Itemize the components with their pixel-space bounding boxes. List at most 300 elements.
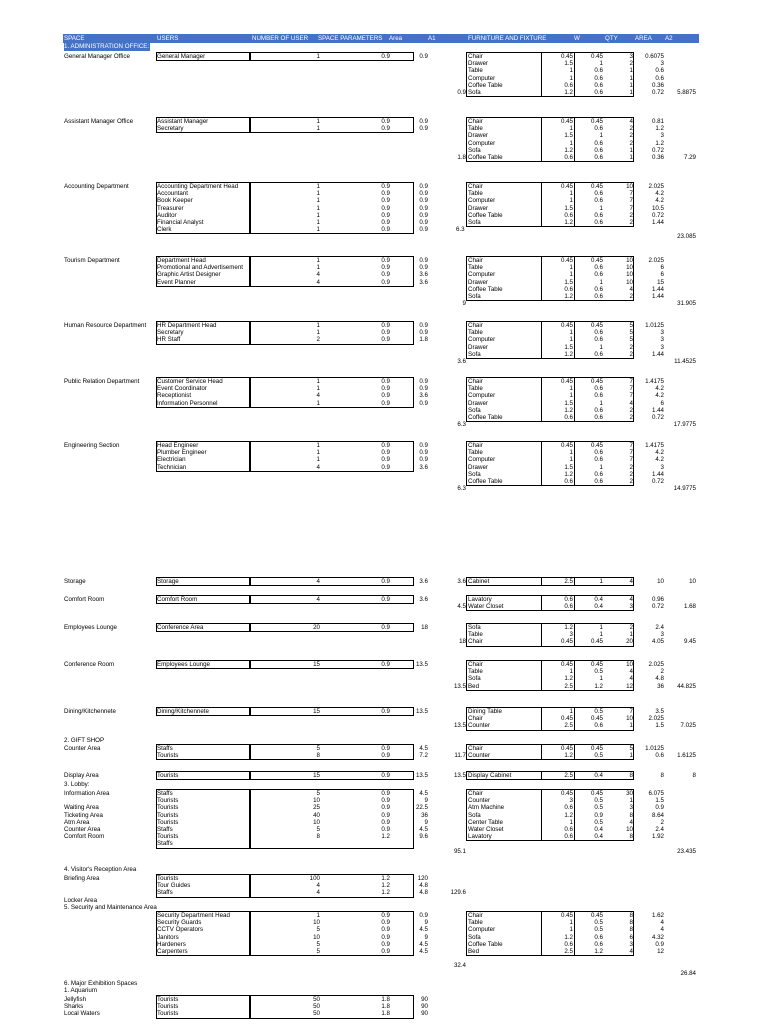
user-name: Assistant Manager [157, 118, 209, 125]
length-value: 0.6 [594, 336, 603, 344]
user-name: HR Department Head [157, 322, 217, 329]
user-count: 1 [316, 125, 320, 133]
length-value: 0.6 [594, 933, 603, 941]
quantity-value: 10 [626, 826, 633, 833]
furniture-area: 6.075 [648, 790, 664, 797]
user-count: 4 [316, 882, 320, 890]
user-count: 10 [313, 919, 320, 927]
length-value: 1 [599, 624, 603, 631]
a2-total: 1.68 [683, 603, 696, 611]
furniture-item: Table [468, 67, 483, 75]
space-name: Conference Room [64, 661, 115, 668]
quantity-value: 12 [626, 682, 633, 690]
quantity-value: 1 [629, 89, 633, 96]
values-box [250, 577, 414, 586]
user-name: Staffs [157, 745, 173, 752]
space-parameter: 1.2 [381, 882, 390, 890]
furniture-item: Drawer [468, 463, 488, 471]
space-parameter: 0.9 [381, 745, 390, 752]
quantity-value: 4 [629, 578, 633, 585]
furniture-item: Table [468, 329, 483, 337]
user-count: 4 [316, 578, 320, 585]
dimensions-box [541, 771, 634, 780]
space-parameter: 0.9 [381, 790, 390, 797]
width-value: 1 [569, 139, 573, 147]
user-count: 4 [316, 463, 320, 471]
furniture-item: Coffee Table [468, 285, 503, 293]
space-parameter: 0.9 [381, 442, 390, 449]
width-value: 0.45 [560, 661, 573, 668]
user-count: 1 [316, 449, 320, 457]
length-value: 0.4 [594, 772, 603, 779]
area-value: 0.9 [419, 378, 428, 385]
a2-total: 14.9775 [673, 485, 696, 493]
width-value: 0.45 [560, 745, 573, 752]
length-value: 1 [599, 675, 603, 683]
user-count: 5 [316, 790, 320, 797]
space-name: Ticketing Area [64, 811, 103, 819]
user-name: Storage [157, 578, 179, 585]
user-name: Comfort Room [157, 596, 198, 603]
a1-total: 11.7 [454, 752, 466, 760]
furniture-item: Chair [468, 912, 483, 919]
user-name: Book Keeper [157, 197, 193, 205]
width-value: 2.5 [564, 772, 573, 779]
width-value: 0.6 [564, 804, 573, 812]
space-parameter: 0.9 [381, 456, 390, 464]
furniture-item: Coffee Table [468, 414, 503, 421]
user-name: Security Department Head [157, 912, 230, 919]
space-parameter: 0.9 [381, 183, 390, 190]
user-count: 4 [316, 889, 320, 897]
user-name: Financial Analyst [157, 219, 204, 226]
quantity-value: 2 [629, 211, 633, 219]
furniture-area: 2.025 [648, 715, 664, 723]
length-value: 0.5 [594, 797, 603, 805]
space-name: Public Relation Department [64, 378, 140, 385]
quantity-value: 4 [629, 948, 633, 955]
width-value: 1 [569, 392, 573, 400]
space-parameter: 0.9 [381, 329, 390, 337]
length-value: 0.5 [594, 752, 603, 760]
width-value: 1 [569, 708, 573, 715]
space-parameter: 0.9 [381, 197, 390, 205]
values-box [250, 52, 414, 61]
area-value: 3.6 [419, 463, 428, 471]
a2-total: 23.085 [677, 233, 696, 241]
length-value: 0.4 [594, 833, 603, 841]
width-value: 0.45 [560, 53, 573, 60]
furniture-item: Chair [468, 322, 483, 329]
area-value: 4.5 [419, 948, 428, 955]
furniture-area: 1.44 [651, 350, 664, 358]
space-name: Counter Area [64, 826, 101, 833]
width-value: 3 [569, 797, 573, 805]
furniture-item: Computer [468, 139, 496, 147]
length-value: 0.9 [594, 811, 603, 819]
users-box [156, 707, 250, 716]
furniture-item: Bed [468, 682, 480, 690]
user-count: 1 [316, 204, 320, 212]
furniture-item: Chair [468, 183, 483, 190]
furniture-area: 1.44 [651, 293, 664, 300]
area-value: 3.6 [419, 392, 428, 400]
quantity-value: 30 [626, 790, 633, 797]
furniture-area: 2 [660, 818, 664, 826]
user-count: 1 [316, 226, 320, 234]
user-count: 4 [316, 271, 320, 279]
quantity-value: 2 [629, 470, 633, 478]
column-header: USERS [157, 35, 179, 42]
furniture-area: 6 [660, 264, 664, 272]
width-value: 1.5 [564, 399, 573, 407]
user-name: Event Planner [157, 278, 196, 286]
user-count: 50 [313, 1010, 320, 1018]
values-box [250, 874, 414, 898]
width-value: 0.6 [564, 285, 573, 293]
length-value: 0.4 [594, 826, 603, 833]
width-value: 1.2 [564, 406, 573, 414]
user-name: Security Guards [157, 919, 202, 927]
width-value: 0.45 [560, 638, 573, 646]
values-box [250, 595, 414, 604]
quantity-value: 5 [629, 336, 633, 344]
space-parameter: 0.9 [381, 257, 390, 264]
values-box [250, 707, 414, 716]
furniture-item: Sofa [468, 146, 481, 154]
quantity-value: 2 [629, 293, 633, 300]
quantity-value: 1 [629, 631, 633, 639]
width-value: 0.45 [560, 442, 573, 449]
area-value: 0.9 [419, 442, 428, 449]
space-parameter: 1.8 [381, 1003, 390, 1011]
area-value: 0.9 [419, 912, 428, 919]
length-value: 0.6 [594, 81, 603, 89]
length-value: 0.6 [594, 385, 603, 393]
quantity-value: 8 [629, 926, 633, 934]
quantity-value: 7 [629, 378, 633, 385]
furniture-area: 0.72 [651, 478, 664, 485]
length-value: 0.6 [594, 67, 603, 75]
quantity-value: 7 [629, 449, 633, 457]
length-value: 0.5 [594, 919, 603, 927]
area-value: 4.5 [419, 790, 428, 797]
a1-total: 1.8 [457, 154, 466, 161]
length-value: 0.5 [594, 708, 603, 715]
width-value: 1 [569, 197, 573, 205]
area-value: 36 [421, 811, 428, 819]
quantity-value: 7 [629, 442, 633, 449]
furniture-item: Coffee Table [468, 940, 503, 948]
area-value: 0.9 [419, 399, 428, 407]
space-parameter: 0.9 [381, 399, 390, 407]
furniture-item: Sofa [468, 406, 481, 414]
furniture-item: Table [468, 631, 483, 639]
length-value: 1 [599, 278, 603, 286]
width-value: 0.6 [564, 211, 573, 219]
width-value: 1.5 [564, 60, 573, 68]
furniture-area: 15 [657, 278, 664, 286]
furniture-area: 0.72 [651, 603, 664, 611]
length-value: 0.6 [594, 219, 603, 226]
quantity-value: 7 [629, 204, 633, 212]
users-box [156, 995, 250, 1019]
column-header: W [574, 35, 580, 42]
user-name: Graphic Artist Designer [157, 271, 221, 279]
width-value: 1.2 [564, 624, 573, 631]
furniture-area: 0.81 [651, 118, 664, 125]
furniture-area: 1.2 [655, 139, 664, 147]
space-parameter: 0.9 [381, 624, 390, 631]
area-value: 3.6 [419, 596, 428, 603]
furniture-item: Drawer [468, 278, 488, 286]
values-box [250, 182, 414, 234]
user-count: 1 [316, 257, 320, 264]
area-value: 0.9 [419, 226, 428, 234]
area-value: 9 [424, 919, 428, 927]
user-count: 2 [316, 336, 320, 344]
area-value: 13.5 [415, 772, 428, 779]
furniture-area: 3 [660, 343, 664, 351]
users-box [156, 182, 250, 234]
section-label: 1. Aquarium [64, 987, 98, 995]
furniture-item: Display Cabinet [468, 772, 512, 779]
furniture-area: 0.9 [655, 940, 664, 948]
length-value: 0.5 [594, 668, 603, 676]
furniture-area: 1.62 [651, 912, 664, 919]
user-name: Tourists [157, 833, 179, 841]
a2-total: 7.29 [683, 154, 696, 161]
length-value: 1 [599, 631, 603, 639]
furniture-area: 4 [660, 926, 664, 934]
a1-total: 3.6 [457, 358, 466, 365]
a2-total: 17.9775 [673, 421, 696, 429]
length-value: 0.6 [594, 478, 603, 485]
quantity-value: 4 [629, 675, 633, 683]
furniture-area: 4.05 [651, 638, 664, 646]
area-value: 0.9 [419, 53, 428, 60]
furniture-area: 2.4 [655, 826, 664, 833]
furniture-area: 3 [660, 463, 664, 471]
area-value: 13.5 [415, 708, 428, 715]
area-value: 0.9 [419, 190, 428, 198]
furniture-area: 1.0125 [645, 745, 664, 752]
user-count: 1 [316, 190, 320, 198]
user-count: 40 [313, 811, 320, 819]
length-value: 0.6 [594, 940, 603, 948]
furniture-item: Computer [468, 392, 496, 400]
values-box [250, 117, 414, 133]
furniture-area: 0.72 [651, 211, 664, 219]
furniture-item: Sofa [468, 470, 481, 478]
furniture-area: 3 [660, 60, 664, 68]
length-value: 0.6 [594, 125, 603, 133]
values-box [250, 911, 414, 956]
user-name: Staffs [157, 790, 173, 797]
user-count: 10 [313, 818, 320, 826]
a2-total: 26.84 [680, 969, 696, 977]
a2-total: 9.45 [683, 638, 696, 646]
quantity-value: 3 [629, 53, 633, 60]
quantity-value: 7 [629, 456, 633, 464]
furniture-area: 0.72 [651, 89, 664, 96]
space-name: Accounting Department [64, 183, 129, 190]
quantity-value: 8 [629, 833, 633, 841]
width-value: 1.2 [564, 89, 573, 96]
area-value: 4.8 [419, 889, 428, 897]
space-name: Comfort Room [64, 833, 105, 841]
area-value: 4.5 [419, 926, 428, 934]
furniture-area: 0.72 [651, 146, 664, 154]
space-name: Dining/Kitchennete [64, 708, 116, 715]
column-header: A1 [428, 35, 436, 42]
length-value: 0.6 [594, 722, 603, 730]
furniture-item: Coffee Table [468, 211, 503, 219]
length-value: 0.4 [594, 603, 603, 611]
furniture-area: 10 [657, 578, 664, 585]
space-parameter: 0.9 [381, 219, 390, 226]
space-parameter: 0.9 [381, 118, 390, 125]
quantity-value: 7 [629, 197, 633, 205]
width-value: 1 [569, 449, 573, 457]
quantity-value: 2 [629, 343, 633, 351]
quantity-value: 7 [629, 392, 633, 400]
length-value: 0.6 [594, 211, 603, 219]
space-name: Counter Area [64, 745, 101, 752]
users-box [156, 321, 250, 345]
column-header: AREA [635, 35, 652, 42]
a1-total: 13.5 [453, 772, 466, 779]
area-value: 0.9 [419, 183, 428, 190]
area-value: 3.6 [419, 271, 428, 279]
user-name: Tourists [157, 752, 179, 760]
quantity-value: 1 [629, 81, 633, 89]
values-box [250, 771, 414, 780]
furniture-area: 0.6 [655, 67, 664, 75]
quantity-value: 2 [629, 60, 633, 68]
width-value: 1.5 [564, 204, 573, 212]
quantity-value: 3 [629, 804, 633, 812]
space-name: Storage [64, 578, 86, 585]
user-count: 4 [316, 278, 320, 286]
furniture-item: Chair [468, 790, 483, 797]
width-value: 1.5 [564, 132, 573, 140]
section-label: 4. Visitor's Reception Area [64, 866, 137, 873]
area-value: 0.9 [419, 219, 428, 226]
width-value: 1.2 [564, 219, 573, 226]
user-count: 1 [316, 385, 320, 393]
width-value: 0.6 [564, 81, 573, 89]
width-value: 2.5 [564, 578, 573, 585]
dimensions-box [541, 660, 634, 691]
length-value: 0.45 [590, 322, 603, 329]
furniture-area: 2.4 [655, 624, 664, 631]
length-value: 0.4 [594, 596, 603, 603]
a2-total: 11.4525 [674, 358, 696, 365]
area-value: 0.9 [419, 204, 428, 212]
width-value: 1 [569, 125, 573, 133]
quantity-value: 20 [626, 638, 633, 646]
width-value: 1.5 [564, 343, 573, 351]
a2-total: 7.025 [680, 722, 696, 730]
space-parameter: 0.9 [381, 912, 390, 919]
column-header: Area [389, 35, 403, 42]
a2-total: 8 [692, 772, 696, 779]
width-value: 1 [569, 74, 573, 82]
area-value: 18 [421, 624, 428, 631]
furniture-item: Sofa [468, 219, 481, 226]
user-count: 5 [316, 826, 320, 833]
user-name: Staffs [157, 840, 173, 848]
width-value: 1.5 [564, 463, 573, 471]
users-box [156, 595, 250, 604]
furniture-area: 1.2 [655, 125, 664, 133]
space-name: Waiting Area [64, 804, 99, 812]
width-value: 0.45 [560, 322, 573, 329]
user-name: Secretary [157, 329, 184, 337]
width-value: 0.6 [564, 414, 573, 421]
section-label: 6. Major Exhibition Spaces [64, 980, 138, 987]
quantity-value: 2 [629, 139, 633, 147]
quantity-value: 4 [629, 285, 633, 293]
column-header: A2 [665, 35, 673, 42]
area-value: 9.6 [419, 833, 428, 841]
user-count: 1 [316, 183, 320, 190]
length-value: 1 [599, 132, 603, 140]
furniture-area: 8.64 [651, 811, 664, 819]
length-value: 0.6 [594, 190, 603, 198]
dimensions-box [541, 52, 634, 97]
furniture-area: 10.5 [651, 204, 664, 212]
a1-total: 18 [459, 638, 466, 646]
space-parameter: 0.9 [381, 811, 390, 819]
furniture-item: Counter [468, 752, 491, 760]
user-count: 50 [313, 1003, 320, 1011]
user-name: Tourists [157, 875, 179, 882]
quantity-value: 10 [626, 715, 633, 723]
user-name: Auditor [157, 211, 177, 219]
width-value: 1.2 [564, 293, 573, 300]
furniture-area: 4.2 [655, 190, 664, 198]
width-value: 2.5 [564, 722, 573, 730]
area-value: 9 [424, 818, 428, 826]
dimensions-box [541, 441, 634, 486]
user-name: Carpenters [157, 948, 188, 955]
column-header: FURNITURE AND FIXTURE [468, 35, 547, 42]
width-value: 0.6 [564, 826, 573, 833]
space-parameter: 0.9 [381, 463, 390, 471]
width-value: 1 [569, 668, 573, 676]
a1-total: 129.6 [450, 889, 466, 897]
values-box [250, 623, 414, 632]
users-box [156, 744, 250, 760]
dimensions-box [541, 789, 634, 841]
quantity-value: 6 [629, 933, 633, 941]
user-count: 1 [316, 329, 320, 337]
space-name: Employees Lounge [64, 624, 117, 631]
width-value: 0.6 [564, 940, 573, 948]
space-name: General Manager Office [64, 53, 130, 60]
space-parameter: 0.9 [381, 271, 390, 279]
furniture-area: 4.2 [655, 385, 664, 393]
column-header: SPACE PARAMETERS [318, 35, 383, 42]
quantity-value: 10 [626, 183, 633, 190]
space-parameter: 1.8 [381, 1010, 390, 1018]
area-value: 7.2 [419, 752, 428, 760]
furniture-area: 1.44 [651, 406, 664, 414]
space-name: Tourism Department [64, 257, 120, 264]
furniture-area: 0.9 [655, 804, 664, 812]
